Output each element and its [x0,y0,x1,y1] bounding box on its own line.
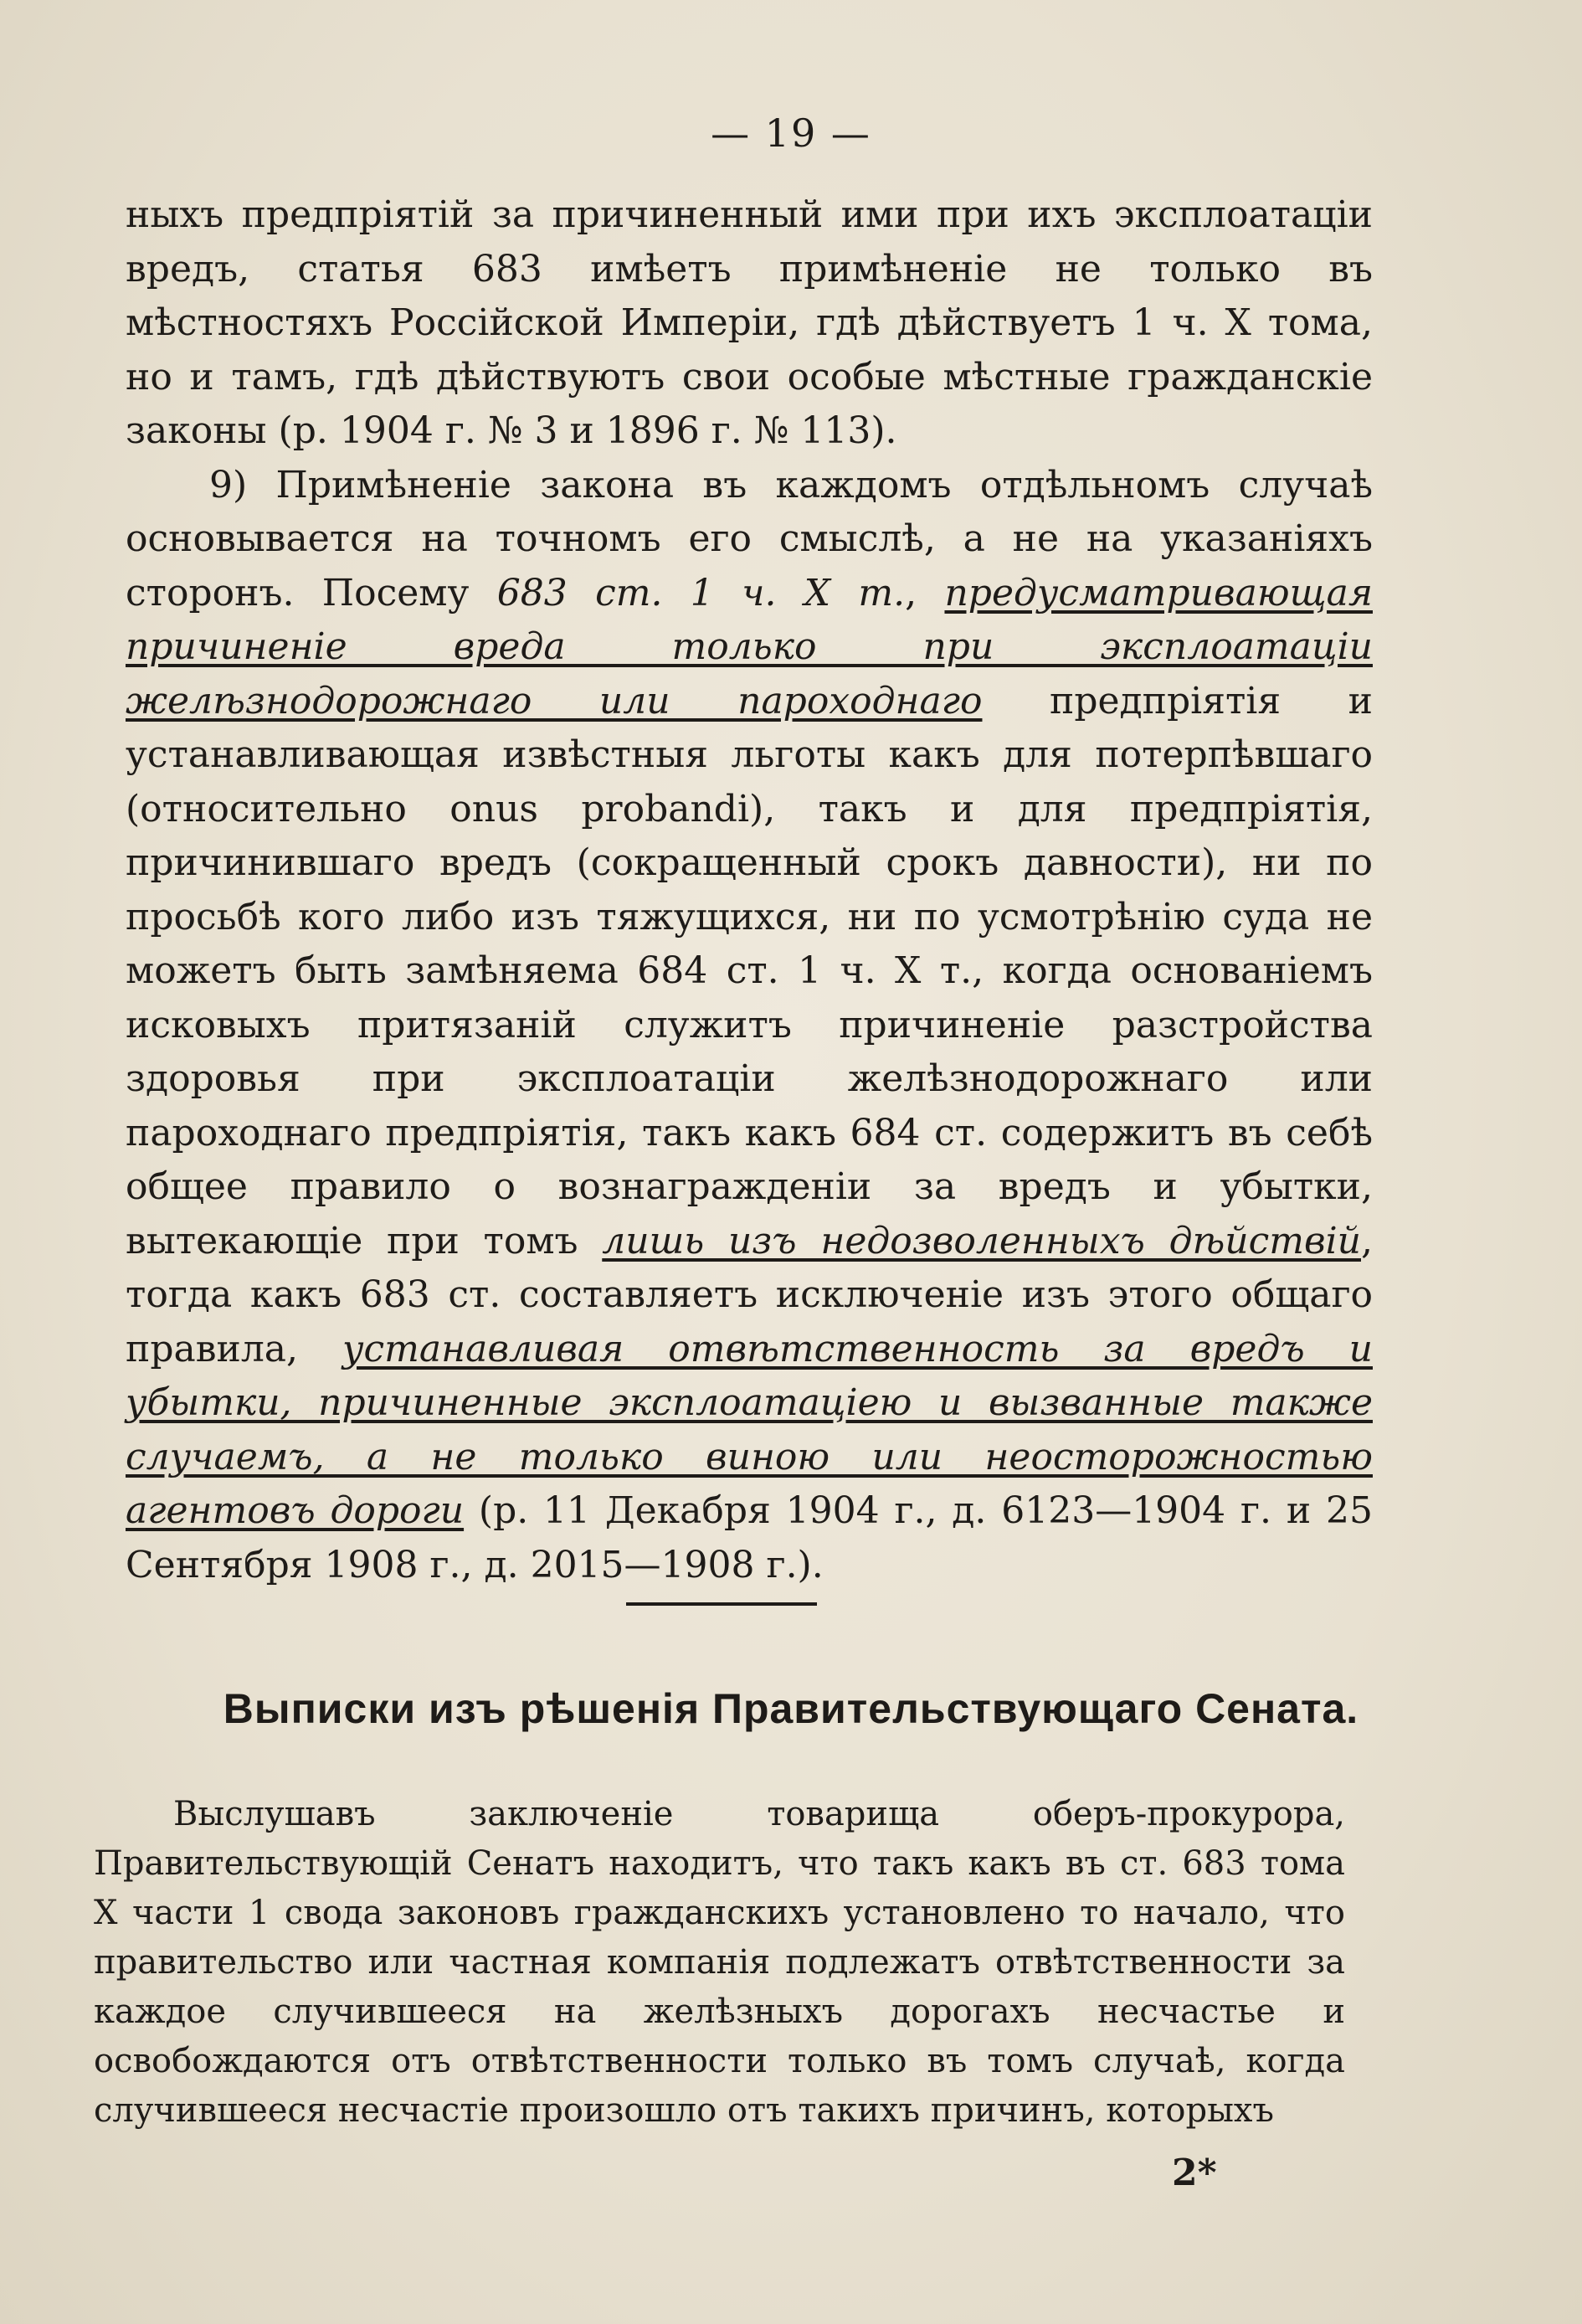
main-text-block [126,188,1373,1592]
case-citation: (р. 11 Декабря 1904 г., д. 6123—1904 г. и 25 Сентября 1908 г., д. 2015—1908 г.). [126,1489,1374,1586]
comma: , [905,571,945,614]
senate-excerpt-paragraph: Выслушавъ заключеніе товарища оберъ-прокурора, Правительствующій Сенатъ находитъ, что такъ какъ въ ст. 683 тома X части 1 свода законовъ гражданскихъ установлено то начало, что правительство или частная компанія подлежатъ отвѣтственности за каждое случившееся на желѣзныхъ дорогахъ несчастье и освобождаются отъ отвѣтственности только въ томъ случаѣ, когда случившееся несчастіе произошло отъ такихъ причинъ, которыхъ [94,1795,1345,2130]
paragraph-9-intro: 9) Примѣненіе закона въ каждомъ отдѣльномъ случаѣ основывается на точномъ его смыслѣ, а не на указаніяхъ сторонъ. Посему [126,463,1373,614]
paragraph-9 [126,459,1373,1593]
liability-emphasis: устанавливая отвѣтственность за вредъ и убытки, причиненные эксплоатаціею и вызванные также случаемъ, а не только виною или неосторожностью агентовъ дороги [126,1327,1373,1532]
paragraph-8-continuation: ныхъ предпріятій за причиненный ими при ихъ эксплоатаціи вредъ, статья 683 имѣетъ примѣненіе не только въ мѣстностяхъ Россійской Имперіи, гдѣ дѣйствуетъ 1 ч. X тома, но и тамъ, гдѣ дѣйствуютъ свои особые мѣстные гражданскіе законы (р. 1904 г. № 3 и 1896 г. № 113). [126,193,1373,452]
senate-excerpt-block [94,1790,1345,2136]
article-reference: 683 ст. 1 ч. X т. [496,571,906,614]
paragraph-9-middle: предпріятія и устанавливающая извѣстныя льготы какъ для потерпѣвшаго (относительно onus probandi), такъ и для предпріятія, причинившаго вредъ (сокращенный срокъ давности), ни по просьбѣ кого либо изъ тяжущихся, ни по усмотрѣнію суда не можетъ быть замѣняема 684 ст. 1 ч. X т., когда основаніемъ исковыхъ притязаній служитъ причиненіе разстройства здоровья при эксплоатаціи желѣзнодорожнаго или пароходнаго предпріятія, такъ какъ 684 ст. содержитъ въ себѣ общее правило о вознагражденіи за вредъ и убытки, вытекающіе при томъ [126,679,1373,1262]
section-heading: Выписки изъ рѣшенія Правительствующаго Сената. [223,1685,1359,1732]
printer-signature-mark: 2* [1172,2152,1217,2194]
section-divider [626,1602,817,1606]
page-number: — 19 — [711,111,871,156]
unlawful-acts-emphasis: лишь изъ недозволенныхъ дѣйствій [602,1219,1361,1262]
article-predicate-emphasis: предусматривающая причиненіе вреда только при эксплоатаціи желѣзнодорожнаго или пароходнаго [126,571,1373,722]
paragraph-9-middle-2: , тогда какъ 683 ст. составляетъ исключеніе изъ этого общаго правила, [126,1219,1373,1370]
